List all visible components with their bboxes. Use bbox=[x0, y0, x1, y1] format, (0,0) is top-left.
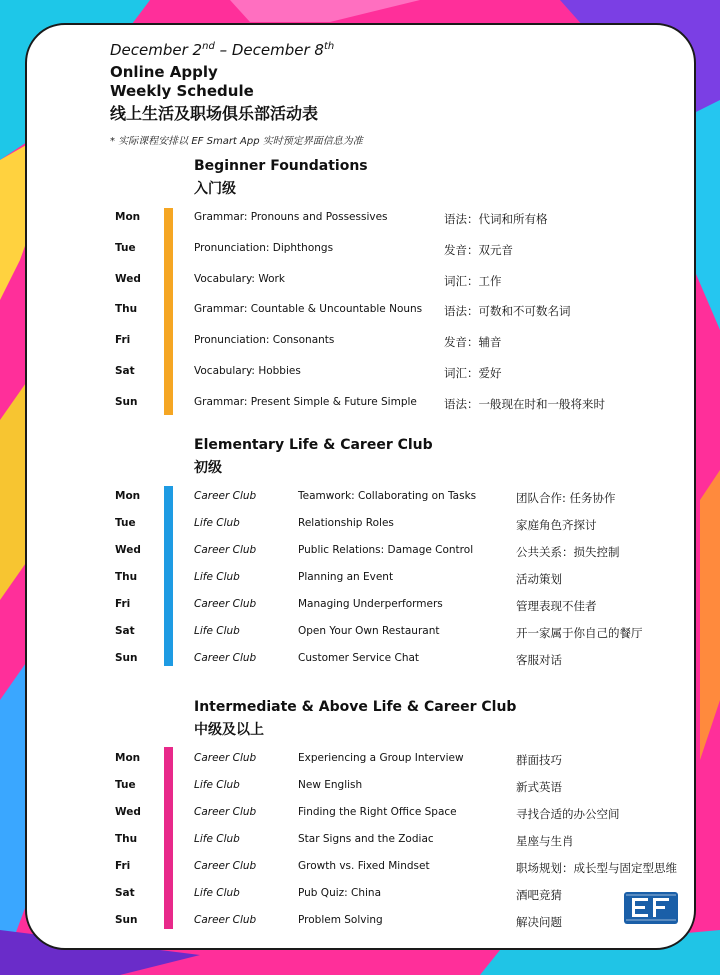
elementary-topic: Teamwork: Collaborating on Tasks bbox=[298, 490, 477, 502]
intermediate-club-type: Life Club bbox=[194, 779, 240, 791]
beginner-color-bar bbox=[164, 208, 173, 415]
intermediate-topic: Growth vs. Fixed Mindset bbox=[298, 860, 430, 872]
elementary-topic-zh: 开一家属于你自己的餐厅 bbox=[516, 626, 643, 640]
beginner-day: Fri bbox=[115, 334, 131, 347]
intermediate-club-type: Career Club bbox=[194, 914, 257, 926]
elementary-day: Mon bbox=[115, 490, 141, 502]
intermediate-club-type: Career Club bbox=[194, 752, 257, 764]
intermediate-day: Tue bbox=[115, 779, 136, 791]
intermediate-club-type: Career Club bbox=[194, 860, 257, 872]
elementary-club-type: Career Club bbox=[194, 652, 257, 664]
elementary-topic-zh: 客服对话 bbox=[516, 653, 562, 667]
date-range: December 2nd – December 8th bbox=[110, 41, 335, 59]
beginner-topic: Pronunciation: Consonants bbox=[194, 334, 335, 347]
ef-logo-icon bbox=[622, 890, 680, 926]
beginner-day: Mon bbox=[115, 211, 141, 223]
elementary-color-bar bbox=[164, 486, 173, 666]
elementary-club-type: Career Club bbox=[194, 490, 257, 502]
beginner-topic: Vocabulary: Hobbies bbox=[194, 365, 301, 377]
elementary-club-type: Career Club bbox=[194, 598, 257, 610]
intermediate-topic: New English bbox=[298, 779, 363, 791]
page-title-zh: 线上生活及职场俱乐部活动表 bbox=[110, 104, 319, 123]
intermediate-topic-zh: 解决问题 bbox=[516, 915, 562, 929]
section-title-beginner: Beginner Foundations bbox=[194, 158, 368, 174]
elementary-club-type: Life Club bbox=[194, 571, 240, 583]
beginner-topic-zh: 语法：代词和所有格 bbox=[444, 212, 548, 226]
intermediate-day: Sun bbox=[115, 914, 138, 926]
intermediate-day: Wed bbox=[115, 806, 141, 818]
beginner-day: Sun bbox=[115, 395, 138, 408]
elementary-topic-zh: 管理表现不佳者 bbox=[516, 599, 597, 613]
section-title-intermediate: Intermediate & Above Life & Career Club bbox=[194, 699, 517, 715]
elementary-club-type: Life Club bbox=[194, 517, 240, 529]
elementary-topic: Relationship Roles bbox=[298, 517, 394, 529]
intermediate-topic: Experiencing a Group Interview bbox=[298, 752, 464, 764]
beginner-topic-zh: 发音：辅音 bbox=[444, 335, 502, 350]
intermediate-club-type: Career Club bbox=[194, 806, 257, 818]
header-line-weekly-schedule: Weekly Schedule bbox=[110, 82, 254, 100]
beginner-topic-zh: 发音：双元音 bbox=[444, 242, 513, 257]
elementary-topic: Public Relations: Damage Control bbox=[298, 544, 474, 556]
intermediate-topic: Pub Quiz: China bbox=[298, 887, 382, 899]
elementary-day: Sun bbox=[115, 652, 138, 664]
elementary-club-type: Life Club bbox=[194, 625, 240, 637]
beginner-topic: Grammar: Present Simple & Future Simple bbox=[194, 395, 417, 408]
section-title-elementary: Elementary Life & Career Club bbox=[194, 437, 433, 453]
beginner-day: Tue bbox=[115, 241, 136, 254]
section-title-intermediate-zh: 中级及以上 bbox=[194, 722, 264, 738]
elementary-topic-zh: 团队合作: 任务协作 bbox=[516, 491, 616, 505]
section-title-beginner-zh: 入门级 bbox=[194, 181, 236, 197]
elementary-day: Tue bbox=[115, 517, 136, 529]
beginner-day: Sat bbox=[115, 365, 135, 377]
beginner-topic: Grammar: Countable & Uncountable Nouns bbox=[194, 303, 423, 316]
beginner-day: Wed bbox=[115, 272, 141, 285]
header-line-online-apply: Online Apply bbox=[110, 63, 218, 81]
intermediate-club-type: Life Club bbox=[194, 887, 240, 899]
schedule-note: * 实际课程安排以 EF Smart App 实时预定界面信息为准 bbox=[110, 136, 363, 147]
elementary-topic-zh: 家庭角色齐探讨 bbox=[516, 518, 597, 532]
intermediate-day: Fri bbox=[115, 860, 131, 872]
intermediate-club-type: Life Club bbox=[194, 833, 240, 845]
intermediate-day: Thu bbox=[115, 833, 138, 845]
section-title-elementary-zh: 初级 bbox=[194, 460, 222, 476]
elementary-topic-zh: 公共关系：损失控制 bbox=[516, 545, 620, 559]
beginner-day: Thu bbox=[115, 303, 138, 316]
elementary-topic: Open Your Own Restaurant bbox=[298, 625, 440, 637]
intermediate-topic-zh: 酒吧竞猜 bbox=[516, 888, 562, 902]
elementary-day: Sat bbox=[115, 625, 135, 637]
beginner-topic-zh: 词汇：爱好 bbox=[444, 366, 502, 380]
intermediate-topic-zh: 新式英语 bbox=[516, 780, 562, 794]
intermediate-topic-zh: 星座与生肖 bbox=[516, 834, 574, 848]
beginner-topic-zh: 语法：可数和不可数名词 bbox=[444, 304, 571, 319]
elementary-club-type: Career Club bbox=[194, 544, 257, 556]
beginner-topic: Vocabulary: Work bbox=[194, 272, 285, 285]
elementary-topic: Managing Underperformers bbox=[298, 598, 443, 610]
intermediate-topic-zh: 群面技巧 bbox=[516, 753, 562, 767]
elementary-topic: Customer Service Chat bbox=[298, 652, 420, 664]
schedule-card bbox=[25, 23, 696, 950]
intermediate-topic: Finding the Right Office Space bbox=[298, 806, 457, 818]
elementary-day: Fri bbox=[115, 598, 131, 610]
intermediate-day: Sat bbox=[115, 887, 135, 899]
intermediate-topic: Star Signs and the Zodiac bbox=[298, 833, 434, 845]
intermediate-topic-zh: 职场规划：成长型与固定型思维 bbox=[516, 861, 677, 875]
elementary-day: Wed bbox=[115, 544, 141, 556]
intermediate-day: Mon bbox=[115, 752, 141, 764]
elementary-topic: Planning an Event bbox=[298, 571, 394, 583]
beginner-topic: Pronunciation: Diphthongs bbox=[194, 241, 334, 254]
intermediate-color-bar bbox=[164, 747, 173, 929]
beginner-topic-zh: 词汇：工作 bbox=[444, 273, 502, 288]
intermediate-topic-zh: 寻找合适的办公空间 bbox=[516, 807, 620, 821]
intermediate-topic: Problem Solving bbox=[298, 914, 383, 926]
elementary-topic-zh: 活动策划 bbox=[516, 572, 562, 586]
beginner-topic-zh: 语法：一般现在时和一般将来时 bbox=[444, 396, 605, 411]
elementary-day: Thu bbox=[115, 571, 138, 583]
beginner-topic: Grammar: Pronouns and Possessives bbox=[194, 211, 388, 223]
